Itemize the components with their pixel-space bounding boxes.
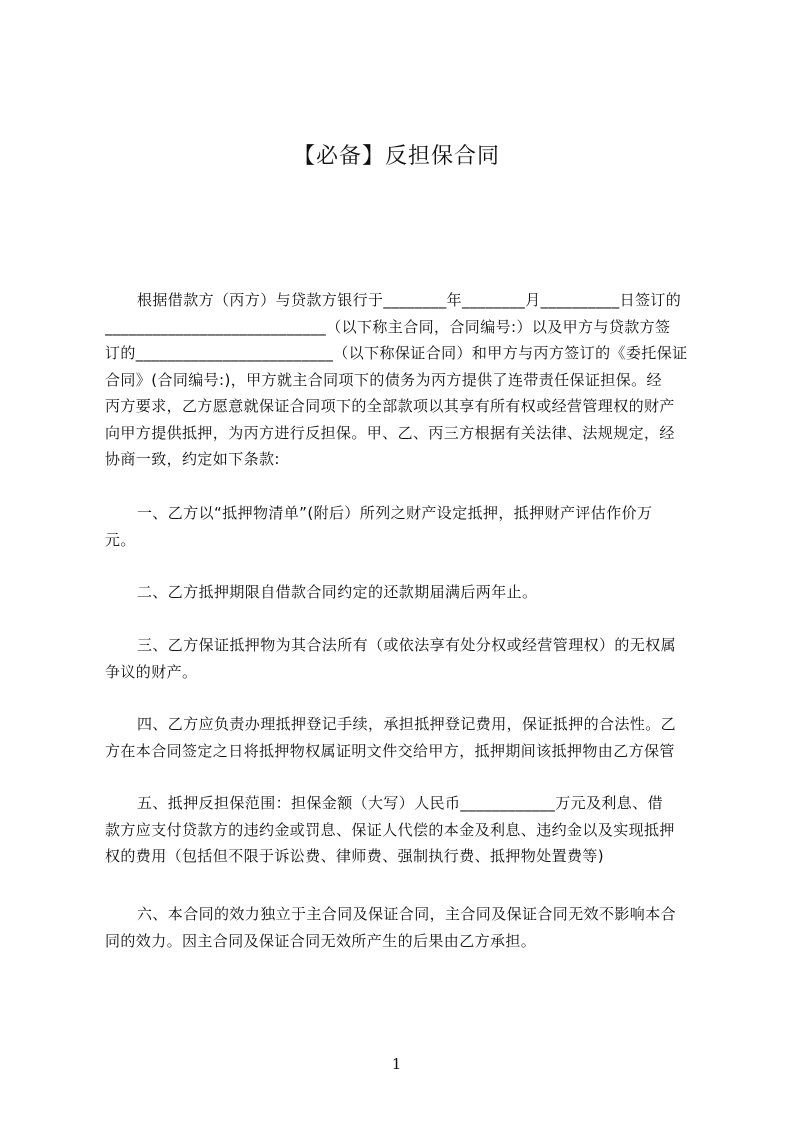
text-line: 争议的财产。 [105,662,198,681]
text-line: 订的_________________________（以下称保证合同）和甲方与丙方签订的《委托保证 [105,344,688,362]
text-line: 款方应支付贷款方的违约金或罚息、保证人代偿的本金及利息、违约金以及实现抵押 [105,820,675,839]
paragraph-preamble [105,287,705,473]
text-line: 四、乙方应负责办理抵押登记手续，承担抵押登记费用，保证抵押的合法性。乙 [137,715,677,733]
page-number: 1 [391,1055,402,1073]
text-line: 元。 [105,530,136,549]
paragraph-clause-2 [105,579,705,606]
text-line: 向甲方提供抵押，为丙方进行反担保。甲、乙、丙三方根据有关法律、法规规定，经 [105,423,675,442]
text-line: 一、乙方以“抵押物清单”(附后）所列之财产设定抵押，抵押财产评估作价万 [137,504,653,522]
paragraph-clause-1 [105,500,705,553]
text-line: 六、本合同的效力独立于主合同及保证合同，主合同及保证合同无效不影响本合 [137,905,677,923]
text-line: 三、乙方保证抵押物为其合法所有（或依法享有处分权或经营管理权）的无权属 [137,636,677,654]
text-line: 方在本合同签定之日将抵押物权属证明文件交给甲方，抵押期间该抵押物由乙方保管 [105,741,675,760]
paragraph-clause-5 [105,790,705,870]
text-line: 二、乙方抵押期限自借款合同约定的还款期届满后两年止。 [137,583,538,601]
text-line: 同的效力。因主合同及保证合同无效所产生的后果由乙方承担。 [105,931,537,950]
document-title: 【必备】反担保合同 [292,144,500,169]
paragraph-clause-3 [105,632,705,685]
paragraph-clause-4 [105,711,705,764]
text-line: 协商一致，约定如下条款: [105,450,280,468]
text-line: 合同》(合同编号:)，甲方就主合同项下的债务为丙方提供了连带责任保证担保。经 [105,370,662,389]
text-line: 五、抵押反担保范围：担保金额（大写）人民币____________万元及利息、借 [137,794,664,812]
text-line: 丙方要求，乙方愿意就保证合同项下的全部款项以其享有所有权或经营管理权的财产 [105,397,675,415]
text-line: 根据借款方（丙方）与贷款方银行于________年________月__________日签订的 [137,291,682,309]
text-line: 权的费用（包括但不限于诉讼费、律师费、强制执行费、抵押物处置费等) [105,847,605,865]
text-line: ____________________________（以下称主合同，合同编号:）以及甲方与贷款方签 [105,317,671,336]
paragraph-clause-6 [105,901,705,954]
